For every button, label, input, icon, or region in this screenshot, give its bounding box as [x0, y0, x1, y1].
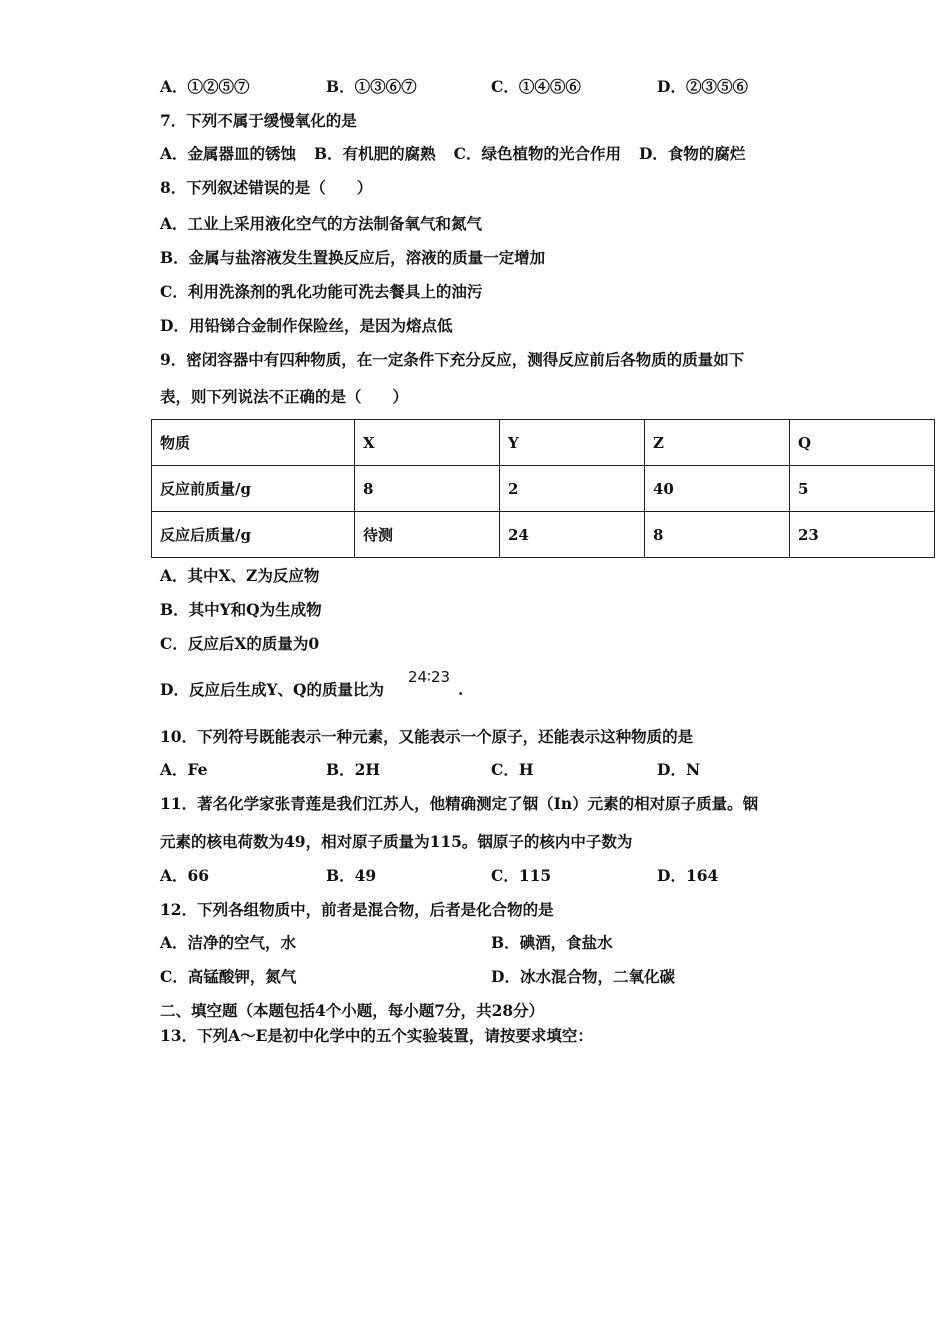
q10-option-b: B．2H	[326, 760, 381, 779]
q12-option-b: B．碘酒，食盐水	[491, 933, 613, 952]
table-cell: 5	[790, 466, 935, 512]
table-row	[152, 466, 935, 512]
table-cell: 24	[500, 512, 645, 558]
table-cell: Y	[500, 420, 645, 466]
q9-stem-line2: 表，则下列说法不正确的是（ ）	[160, 387, 409, 406]
table-cell: 物质	[152, 420, 355, 466]
table-cell: 反应后质量/g	[152, 512, 355, 558]
table-cell: 8	[355, 466, 500, 512]
q11-option-c: C．115	[491, 866, 552, 885]
table-cell: 8	[645, 512, 790, 558]
q9-stem-line1: 9．密闭容器中有四种物质，在一定条件下充分反应，测得反应前后各物质的质量如下	[160, 350, 745, 369]
q7-options	[160, 144, 763, 164]
table-cell: 2	[500, 466, 645, 512]
q9-option-b: B．其中Y和Q为生成物	[160, 600, 322, 619]
q9-ratio-tail: .	[458, 680, 464, 699]
table-cell: 反应前质量/g	[152, 466, 355, 512]
table-cell: X	[355, 420, 500, 466]
q8-option-c: C．利用洗涤剂的乳化功能可洗去餐具上的油污	[160, 282, 483, 301]
q11-option-b: B．49	[326, 866, 377, 885]
table-cell: 40	[645, 466, 790, 512]
q11-option-a: A．66	[160, 866, 210, 885]
q12-option-a: A．洁净的空气，水	[160, 933, 297, 952]
q9-table	[151, 419, 935, 558]
table-cell: Z	[645, 420, 790, 466]
q6-option-c: C．①④⑤⑥	[491, 77, 581, 96]
table-row	[152, 512, 935, 558]
q13-stem: 13．下列A～E是初中化学中的五个实验装置，请按要求填空：	[160, 1026, 593, 1045]
q10-option-d: D．N	[657, 760, 701, 779]
q7-option-d: D．食物的腐烂	[638, 144, 746, 163]
q8-option-b: B．金属与盐溶液发生置换反应后，溶液的质量一定增加	[160, 248, 546, 267]
q12-option-c: C．高锰酸钾，氮气	[160, 967, 297, 986]
table-row	[152, 420, 935, 466]
q9-option-c: C．反应后X的质量为0	[160, 634, 320, 653]
q7-stem: 7．下列不属于缓慢氧化的是	[160, 111, 357, 130]
q8-option-d: D．用铅锑合金制作保险丝，是因为熔点低	[160, 316, 453, 335]
q8-option-a: A．工业上采用液化空气的方法制备氧气和氮气	[160, 214, 483, 233]
q8-stem: 8．下列叙述错误的是（ ）	[160, 178, 373, 197]
q11-option-d: D．164	[657, 866, 719, 885]
table-cell: 待测	[355, 512, 500, 558]
q12-stem: 12．下列各组物质中，前者是混合物，后者是化合物的是	[160, 900, 554, 919]
q6-option-b: B．①③⑥⑦	[326, 77, 417, 96]
q10-option-a: A．Fe	[160, 760, 208, 779]
section-heading: 二、填空题（本题包括4个小题，每小题7分，共28分）	[160, 1001, 545, 1020]
q11-stem-line2: 元素的核电荷数为49，相对原子质量为115。铟原子的核内中子数为	[160, 832, 633, 851]
q6-option-d: D．②③⑤⑥	[657, 77, 748, 96]
q10-stem: 10．下列符号既能表示一种元素，又能表示一个原子，还能表示这种物质的是	[160, 727, 694, 746]
table-cell: 23	[790, 512, 935, 558]
q7-option-b: B．有机肥的腐熟	[314, 144, 436, 163]
q9-option-d: D．反应后生成Y、Q的质量比为	[160, 680, 385, 699]
q7-option-a: A．金属器皿的锈蚀	[160, 144, 297, 163]
q9-ratio: 24∶23	[408, 668, 451, 686]
q9-option-a: A．其中X、Z为反应物	[160, 566, 320, 585]
q12-option-d: D．冰水混合物，二氧化碳	[491, 967, 675, 986]
q11-stem-line1: 11．著名化学家张青莲是我们江苏人，他精确测定了铟（In）元素的相对原子质量。铟	[160, 794, 759, 813]
q6-option-a: A．①②⑤⑦	[160, 77, 250, 96]
table-cell: Q	[790, 420, 935, 466]
q10-option-c: C．H	[491, 760, 534, 779]
q7-option-c: C．绿色植物的光合作用	[453, 144, 621, 163]
